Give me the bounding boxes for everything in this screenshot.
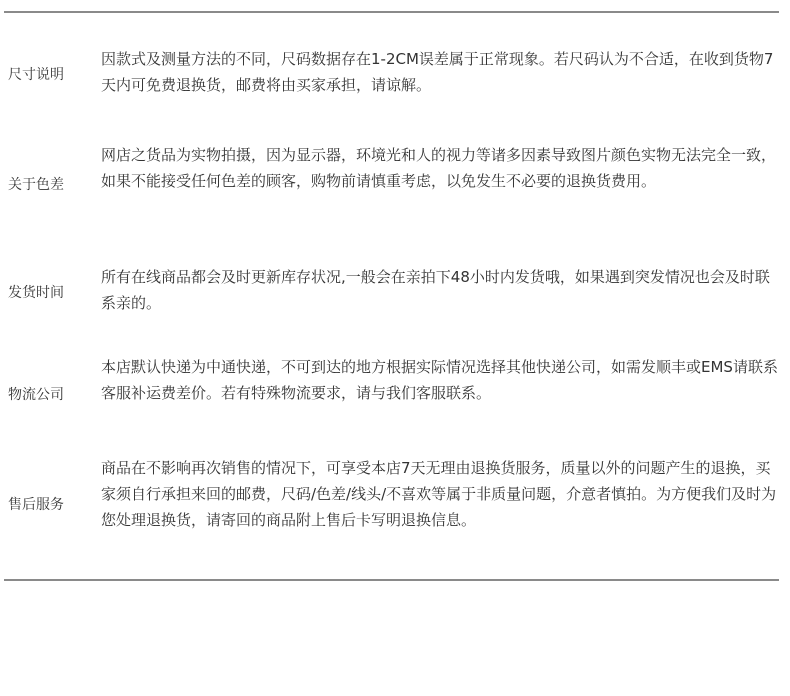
bottom-divider xyxy=(4,579,779,581)
color-difference-label: 关于色差 xyxy=(8,177,64,193)
shipping-time-label: 发货时间 xyxy=(8,285,64,301)
top-divider xyxy=(4,11,779,13)
color-difference-text: 网店之货品为实物拍摄，因为显示器，环境光和人的视力等诸多因素导致图片颜色实物无法完全一致，如果不能接受任何色差的顾客，购物前请慎重考虑，以免发生不必要的退换货费用。 xyxy=(101,146,777,190)
logistics-company-text: 本店默认快递为中通快递，不可到达的地方根据实际情况选择其他快递公司，如需发顺丰或EMS请联系客服补运费差价。若有特殊物流要求，请与我们客服联系。 xyxy=(101,358,778,402)
after-sales-text: 商品在不影响再次销售的情况下，可享受本店7天无理由退换货服务，质量以外的问题产生的退换，买家须自行承担来回的邮费，尺码/色差/线头/不喜欢等属于非质量问题，介意者慎拍。为方便我们及时为您处理退换货，请寄回的商品附上售后卡写明退换信息。 xyxy=(101,459,777,529)
shipping-time-text: 所有在线商品都会及时更新库存状况,一般会在亲拍下48小时内发货哦，如果遇到突发情况也会及时联系亲的。 xyxy=(101,268,770,312)
size-note-label: 尺寸说明 xyxy=(8,67,64,83)
logistics-company-label: 物流公司 xyxy=(8,387,64,403)
after-sales-label: 售后服务 xyxy=(8,497,64,513)
size-note-text: 因款式及测量方法的不同，尺码数据存在1-2CM误差属于正常现象。若尺码认为不合适，在收到货物7天内可免费退换货，邮费将由买家承担，请谅解。 xyxy=(101,50,774,94)
